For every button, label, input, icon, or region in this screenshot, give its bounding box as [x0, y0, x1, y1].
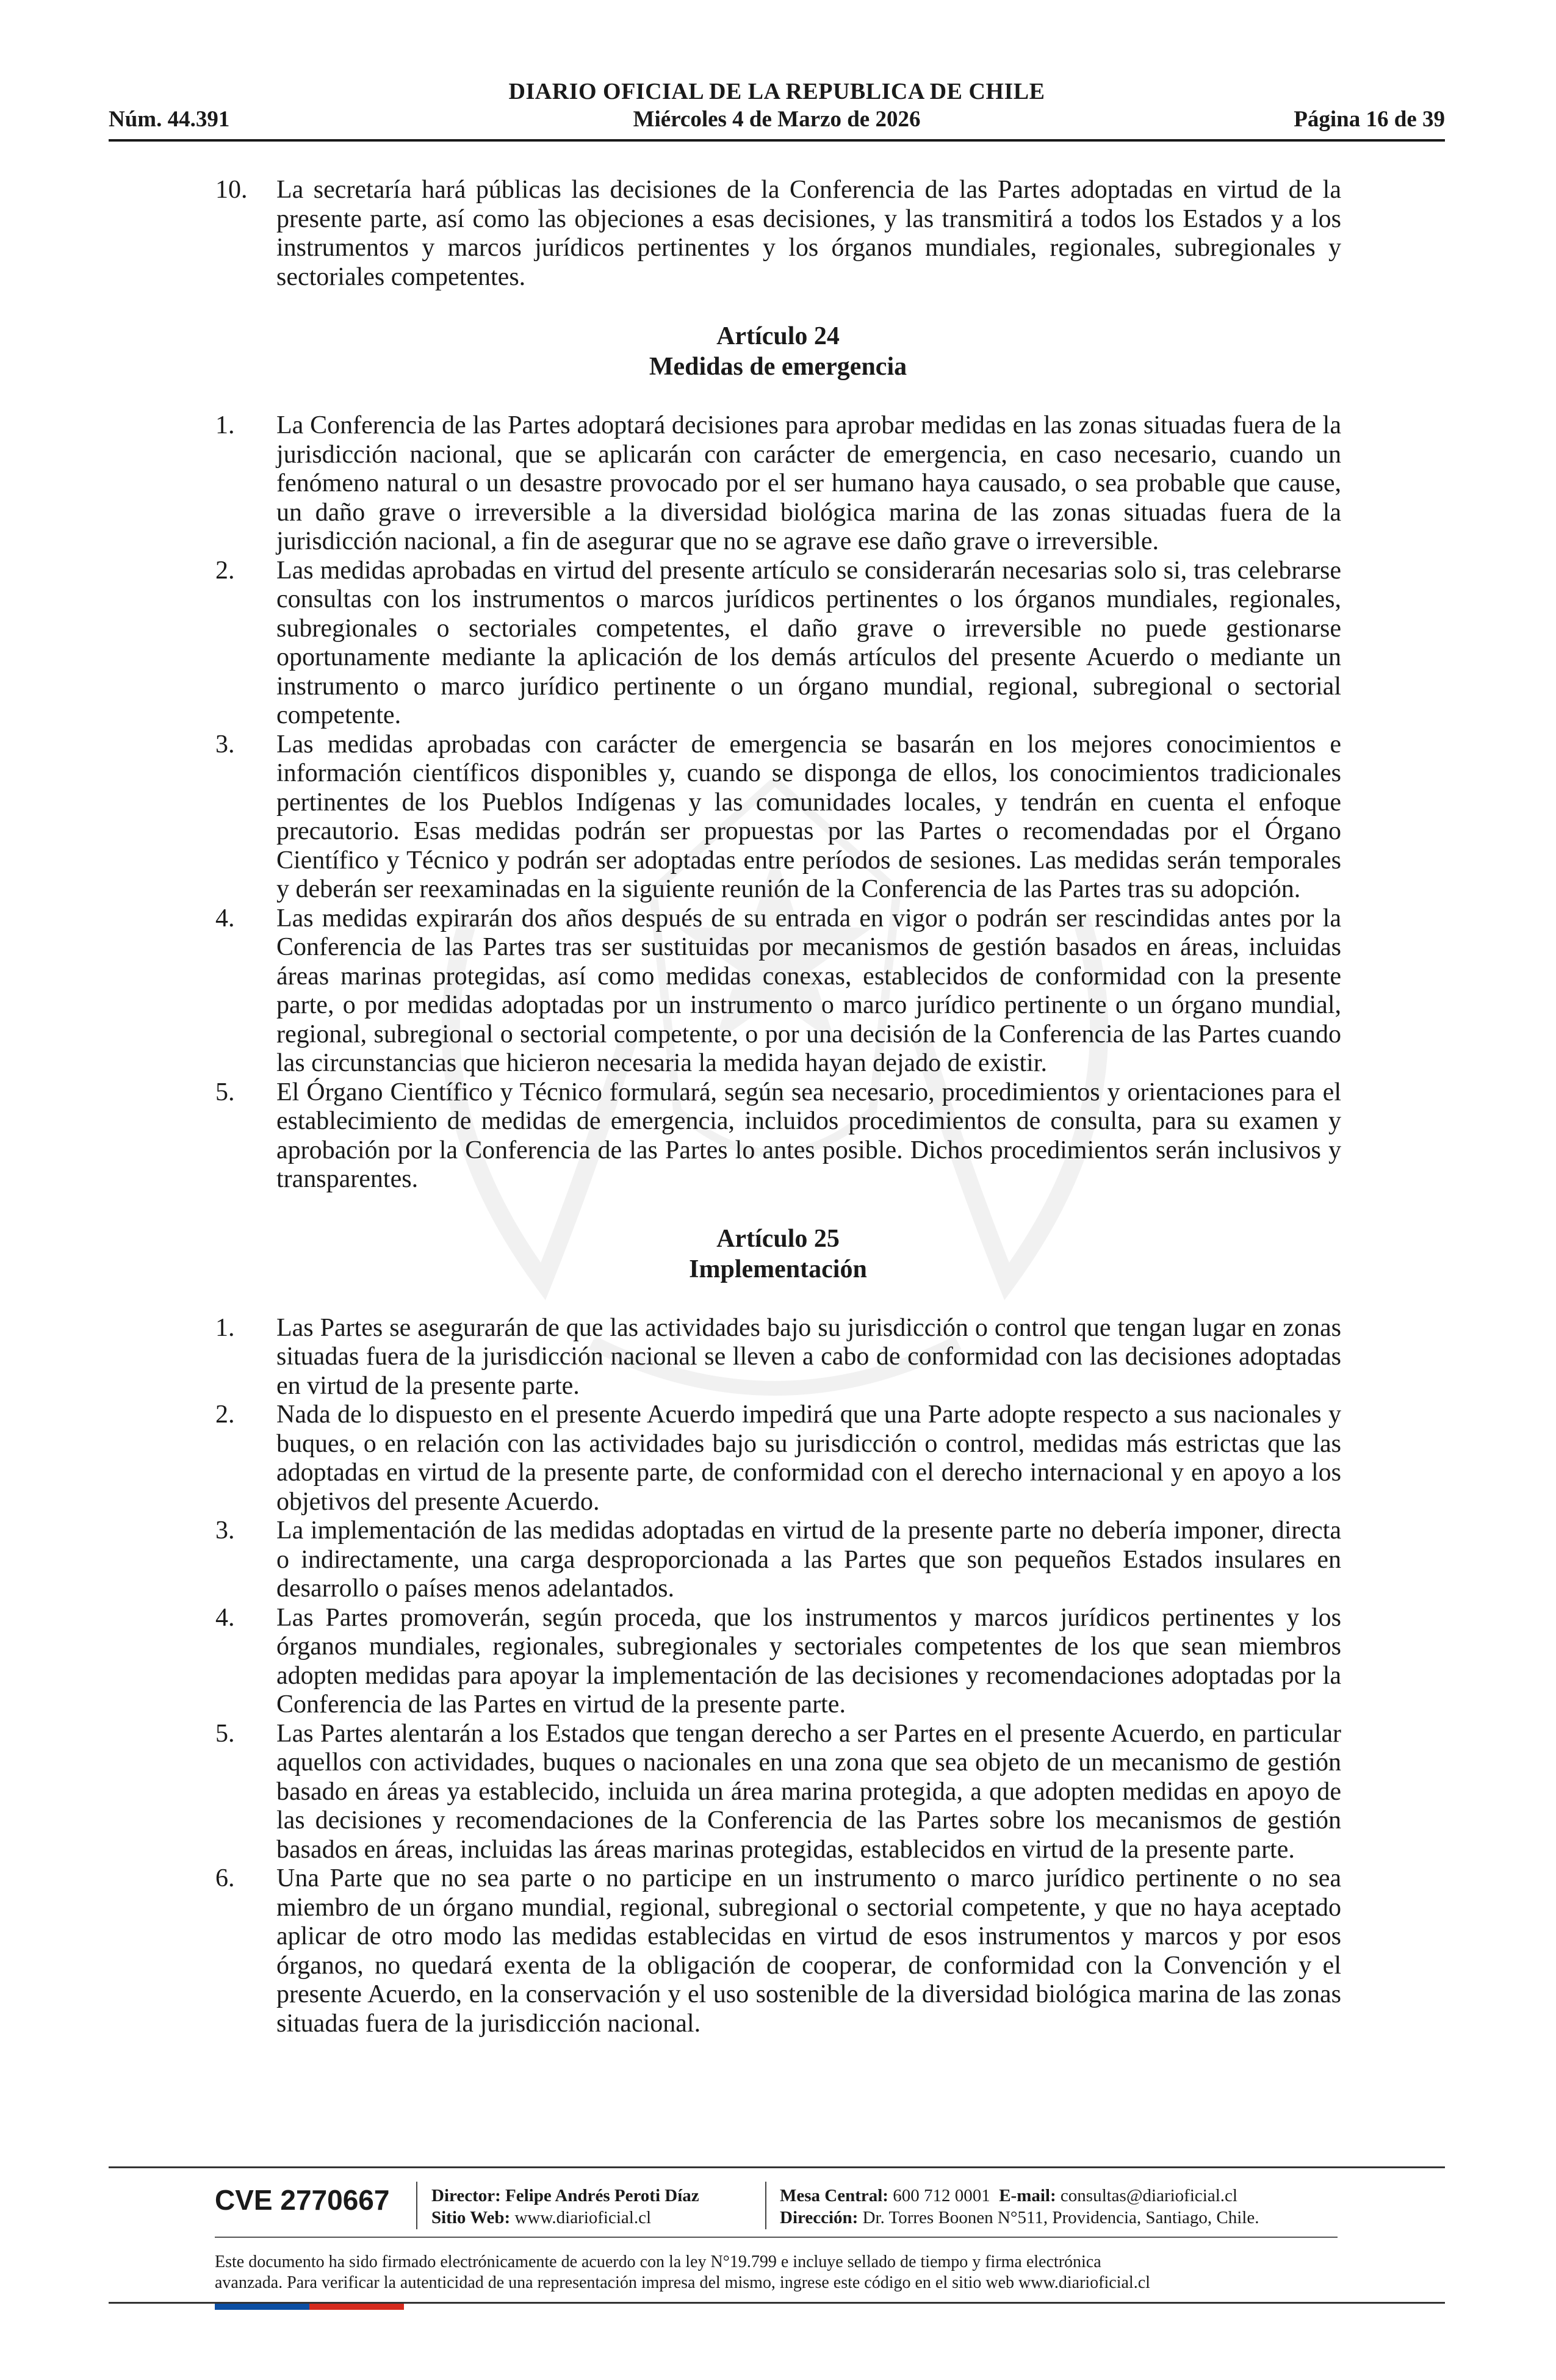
document-body: [0, 176, 1556, 2038]
list-item: [215, 1516, 1341, 1604]
email-link[interactable]: consultas@diarioficial.cl: [1060, 2186, 1237, 2205]
item-number: 10.: [215, 176, 248, 204]
item-number: 3.: [215, 730, 235, 759]
item-number: 5.: [215, 1078, 235, 1106]
list-item: [215, 730, 1341, 904]
item-text: Las medidas aprobadas con carácter de emergencia se basarán en los mejores conocimientos e información científicos disponibles y, cuando se disponga de ellos, los conocimientos tradicionales pertinentes de los Pueblos Indígenas y las comunidades locales, y tendrán en cuenta el enfoque precautorio. Esas medidas podrán ser propuestas por las Partes o recomendadas por el Órgano Científico y Técnico y podrán ser adoptadas entre períodos de sesiones. Las medidas serán temporales y deberán ser reexaminadas en la siguiente reunión de la Conferencia de las Partes tras su adopción.: [276, 730, 1341, 903]
list-item: [215, 176, 1341, 292]
item-number: 3.: [215, 1516, 235, 1545]
footer-divider: [109, 2166, 1445, 2168]
footer-separator: [416, 2182, 417, 2229]
footer-divider: [215, 2237, 1338, 2238]
footer-separator: [765, 2182, 766, 2229]
newspaper-title: DIARIO OFICIAL DE LA REPUBLICA DE CHILE: [508, 79, 1045, 104]
item-number: 1.: [215, 1313, 235, 1342]
item-number: 6.: [215, 1864, 235, 1892]
flag-red-segment: [309, 2304, 404, 2310]
list-item: [215, 1719, 1341, 1865]
item-number: 4.: [215, 1603, 235, 1632]
item-text: La implementación de las medidas adoptadas en virtud de la presente parte no debería imponer, directa o indirectamente, una carga desproporcionada a las Partes que son pequeños Estados insulares en desarrollo o países menos adelantados.: [276, 1516, 1341, 1603]
item-text: La Conferencia de las Partes adoptará decisiones para aprobar medidas en las zonas situadas fuera de la jurisdicción nacional, que se aplicarán con carácter de emergencia, en caso necesario, cuando un fenómeno natural o un desastre provocado por el ser humano haya causado, o sea probable que cause, un daño grave o irreversible a la diversidad biológica marina de las zonas situadas fuera de la jurisdicción nacional, a fin de asegurar que no se agrave ese daño grave o irreversible.: [276, 411, 1341, 555]
list-item: [215, 1078, 1341, 1194]
list-item: [215, 1313, 1341, 1401]
address-label: Dirección:: [780, 2208, 859, 2227]
list-item: [215, 1603, 1341, 1720]
item-number: 4.: [215, 904, 235, 932]
article-24-heading: [0, 321, 1556, 382]
website-label: Sitio Web:: [431, 2208, 511, 2227]
flag-blue-segment: [215, 2304, 309, 2310]
signature-line: avanzada. Para verificar la autenticidad de una representación impresa del mismo, ingrese este código en el sitio web www.diarioficial.cl: [215, 2273, 1150, 2292]
item-text: Las Partes alentarán a los Estados que tengan derecho a ser Partes en el presente Acuerdo, en particular aquellos con actividades, buques o nacionales en una zona que sea objeto de un mecanismo de gestión basado en áreas ya establecido, incluida un área marina protegida, a que adopten medidas en apoyo de las decisiones y recomendaciones de la Conferencia de las Partes sobre los mecanismos de gestión basados en áreas, incluidas las áreas marinas protegidas, establecidos en virtud de la presente parte.: [276, 1719, 1341, 1864]
email-label: E-mail:: [999, 2186, 1056, 2205]
flag-stripe: [215, 2304, 404, 2310]
signature-notice: [215, 2252, 1374, 2293]
item-text: Las medidas aprobadas en virtud del presente artículo se considerarán necesarias solo si, tras celebrarse consultas con los instrumentos o marcos jurídicos pertinentes o los órganos mundiales, regionales, subregionales o sectoriales competentes, el daño grave o irreversible no puede gestionarse oportunamente mediante la aplicación de los demás artículos del presente Acuerdo o mediante un instrumento o marco jurídico pertinente o un órgano mundial, regional, subregional o sectorial competente.: [276, 556, 1341, 729]
item-number: 2.: [215, 1401, 235, 1429]
website-link[interactable]: www.diarioficial.cl: [514, 2208, 652, 2227]
item-text: Nada de lo dispuesto en el presente Acuerdo impedirá que una Parte adopte respecto a sus nacionales y buques, o en relación con las actividades bajo su jurisdicción o control, medidas más estrictas que las adoptadas en virtud de la presente parte, de conformidad con el derecho internacional y en apoyo a los objetivos del presente Acuerdo.: [276, 1401, 1341, 1516]
page-number: Página 16 de 39: [1294, 107, 1445, 132]
director-name: Felipe Andrés Peroti Díaz: [505, 2186, 699, 2205]
item-number: 2.: [215, 556, 235, 585]
director-label: Director:: [431, 2186, 501, 2205]
article-title: Medidas de emergencia: [649, 353, 907, 381]
article-25-heading: [0, 1224, 1556, 1285]
item-number: 1.: [215, 411, 235, 439]
issue-date: Miércoles 4 de Marzo de 2026: [633, 107, 921, 132]
list-item: [215, 904, 1341, 1078]
page-header: [109, 78, 1445, 145]
item-text: El Órgano Científico y Técnico formulará, según sea necesario, procedimientos y orientaciones para el establecimiento de medidas de emergencia, incluidos procedimientos de consulta, para su examen y aprobación por la Conferencia de las Partes lo antes posible. Dichos procedimientos serán inclusivos y transparentes.: [276, 1078, 1341, 1193]
address-text: Dr. Torres Boonen N°511, Providencia, Santiago, Chile.: [862, 2208, 1259, 2227]
item-number: 5.: [215, 1719, 235, 1748]
item-text: Las medidas expirarán dos años después de su entrada en vigor o podrán ser rescindidas antes por la Conferencia de las Partes tras ser sustituidas por mecanismos de gestión basados en áreas, incluidas áreas marinas protegidas, así como medidas conexas, establecidos de conformidad con la presente parte, o por medidas adoptadas por un instrumento o marco jurídico pertinente o un órgano mundial, regional, subregional o sectorial competente, o por una decisión de la Conferencia de las Partes cuando las circunstancias que hicieron necesaria la medida hayan dejado de existir.: [276, 904, 1341, 1077]
item-text: Las Partes se asegurarán de que las actividades bajo su jurisdicción o control que tengan lugar en zonas situadas fuera de la jurisdicción nacional se lleven a cabo de conformidad con las decisiones adoptadas en virtud de la presente parte.: [276, 1313, 1341, 1400]
list-item: [215, 1401, 1341, 1516]
list-item: [215, 1864, 1341, 2038]
article-title: Implementación: [689, 1255, 867, 1283]
footer-contact-block: [780, 2185, 1259, 2229]
signature-line: Este documento ha sido firmado electrónicamente de acuerdo con la ley N°19.799 e incluye sellado de tiempo y firma electrónica: [215, 2252, 1101, 2271]
list-item: [215, 411, 1341, 557]
article-number: Artículo 24: [716, 322, 840, 350]
issue-number: Núm. 44.391: [109, 107, 230, 132]
item-text: Las Partes promoverán, según proceda, que los instrumentos y marcos jurídicos pertinentes y los órganos mundiales, regionales, subregionales y sectoriales competentes de los que sean miembros adopten medidas para apoyar la implementación de las decisiones y recomendaciones adoptadas por la Conferencia de las Partes en virtud de la presente parte.: [276, 1603, 1341, 1718]
phone-label: Mesa Central:: [780, 2186, 888, 2205]
cve-code: CVE 2770667: [215, 2184, 390, 2216]
item-text: Una Parte que no sea parte o no participe en un instrumento o marco jurídico pertinente o no sea miembro de un órgano mundial, regional, subregional o sectorial competente, y que no haya aceptado aplicar de otro modo las medidas establecidas en virtud de esos instrumentos y marcos y por esos órganos, no quedará exenta de la obligación de cooperar, de conformidad con la Convención y el presente Acuerdo, en la conservación y el uso sostenible de la diversidad biológica marina de las zonas situadas fuera de la jurisdicción nacional.: [276, 1864, 1341, 2038]
item-text: La secretaría hará públicas las decisiones de la Conferencia de las Partes adoptadas en virtud de la presente parte, así como las objeciones a esas decisiones, y las transmitirá a todos los Estados y a los instrumentos y marcos jurídicos pertinentes y los órganos mundiales, regionales, subregionales y sectoriales competentes.: [276, 176, 1341, 291]
footer-director-block: [431, 2185, 699, 2229]
phone-number: 600 712 0001: [893, 2186, 990, 2205]
article-number: Artículo 25: [716, 1224, 840, 1253]
header-divider: [109, 139, 1445, 142]
list-item: [215, 556, 1341, 730]
